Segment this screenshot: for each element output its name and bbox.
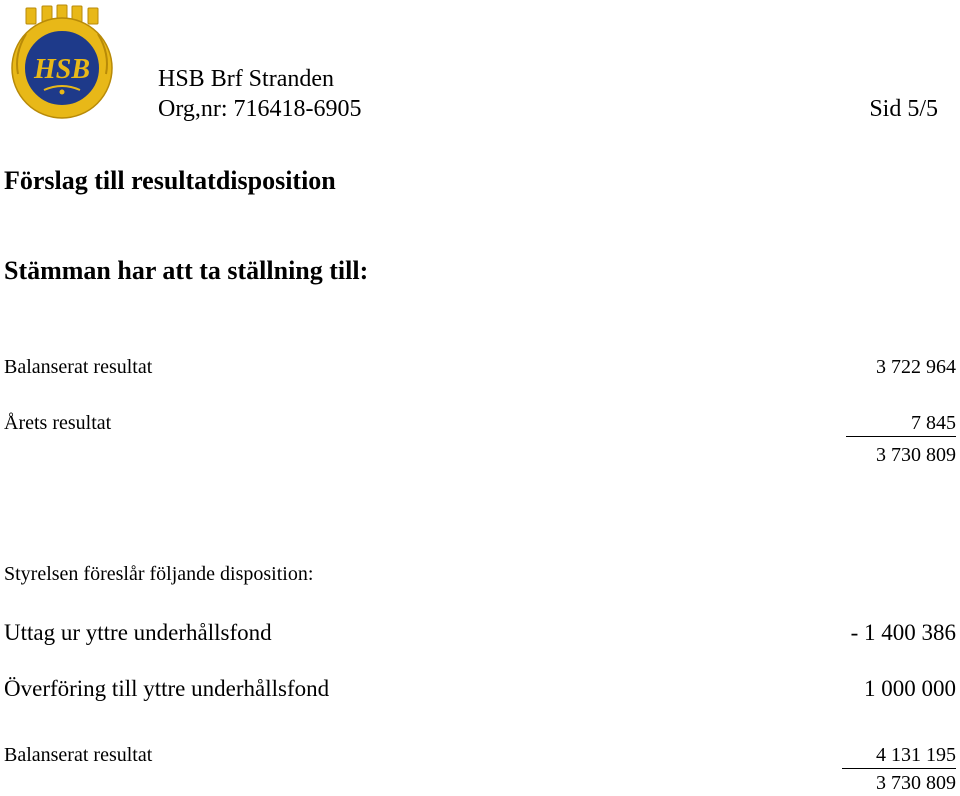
balance-row-label: Årets resultat xyxy=(4,412,112,434)
sum-rule xyxy=(842,768,956,769)
disposition-total: 3 730 809 xyxy=(876,772,956,794)
balance-total: 3 730 809 xyxy=(876,444,956,466)
sum-rule xyxy=(846,436,956,437)
disposition-row-value: 1 000 000 xyxy=(864,676,956,701)
disposition-row-label: Uttag ur yttre underhållsfond xyxy=(4,620,272,645)
section-subtitle: Stämman har att ta ställning till: xyxy=(4,256,369,285)
org-number: Org,nr: 716418-6905 xyxy=(158,96,362,122)
hsb-logo xyxy=(4,4,120,120)
balance-row-value: 3 722 964 xyxy=(876,356,956,378)
org-name: HSB Brf Stranden xyxy=(158,66,334,92)
disposition-intro: Styrelsen föreslår följande disposition: xyxy=(4,563,314,585)
balance-row-label: Balanserat resultat xyxy=(4,356,153,378)
disposition-row-value: - 1 400 386 xyxy=(850,620,956,645)
page-title: Förslag till resultatdisposition xyxy=(4,166,336,195)
logo-text: HSB xyxy=(33,54,91,85)
balance-row-value: 7 845 xyxy=(911,412,956,434)
disposition-row-label: Överföring till yttre underhållsfond xyxy=(4,676,330,701)
disposition-row-value: 4 131 195 xyxy=(876,744,956,766)
disposition-row-label: Balanserat resultat xyxy=(4,744,153,766)
page-number: Sid 5/5 xyxy=(869,96,938,122)
